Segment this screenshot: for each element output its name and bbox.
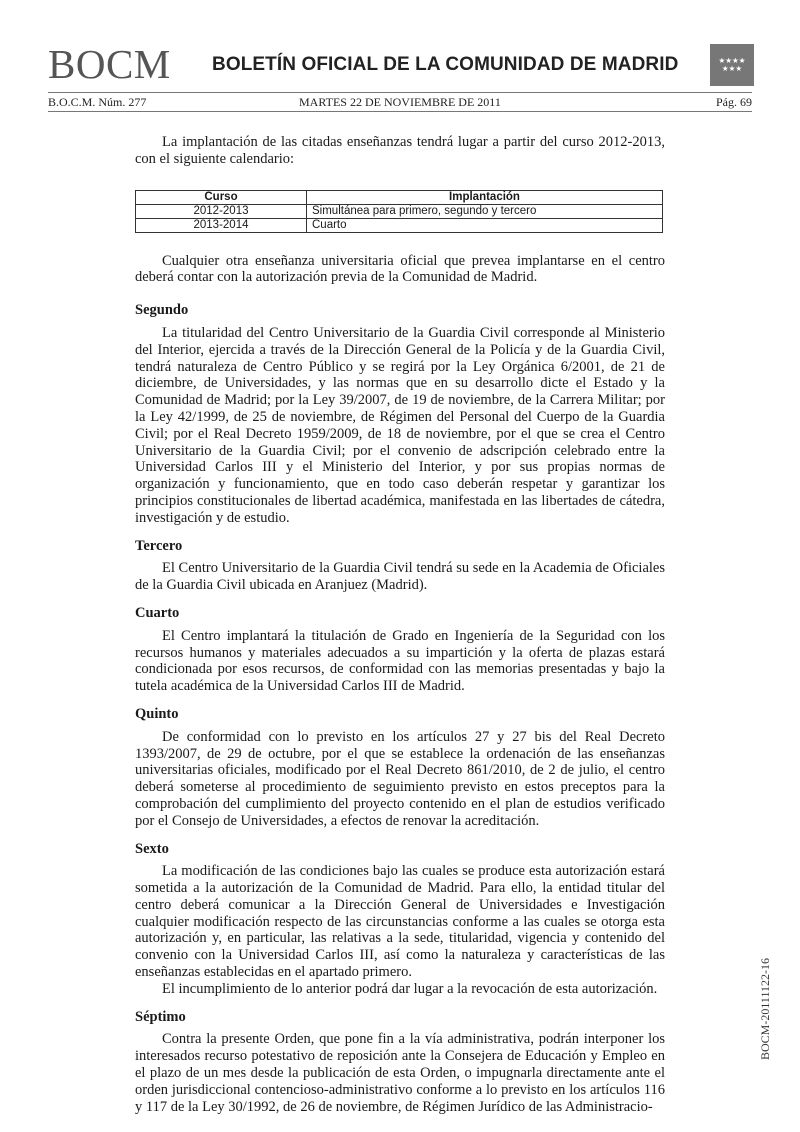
header-rule-top: [48, 92, 752, 93]
publication-title: BOLETÍN OFICIAL DE LA COMUNIDAD DE MADRID: [212, 54, 679, 75]
issue-date: MARTES 22 DE NOVIEMBRE DE 2011: [299, 95, 501, 109]
table-cell-implantacion: Simultánea para primero, segundo y tercero: [307, 204, 663, 218]
intro-paragraph: La implantación de las citadas enseñanzas tendrá lugar a partir del curso 2012-2013, con el siguiente calendario:: [135, 134, 665, 167]
table-cell-curso: 2013-2014: [136, 218, 307, 232]
section-heading: Sexto: [135, 840, 169, 857]
column-header-curso: Curso: [136, 190, 307, 204]
section-heading: Segundo: [135, 302, 189, 319]
section-paragraph: El Centro Universitario de la Guardia Civil tendrá su sede en la Academia de Oficiales de la Guardia Civil ubicada en Aranjuez (Madrid).: [135, 560, 665, 594]
table-row: [136, 218, 663, 232]
page-number: Pág. 69: [716, 95, 752, 109]
section-paragraph: De conformidad con lo previsto en los artículos 27 y 27 bis del Real Decreto 1393/2007, de 29 de octubre, por el que se establece la ordenación de las enseñanzas universitarias oficiales, modificado por el Real Decreto 861/2010, de 2 de julio, el centro deberá someterse al procedimiento de seguimiento previsto en estos preceptos para la comprobación del cumplimiento del proyecto contenido en el plan de estudios verificado por el Consejo de Universidades, a efectos de renovar la acreditación.: [135, 728, 665, 829]
section-septimo: [135, 1009, 665, 1116]
section-heading: Séptimo: [135, 1008, 186, 1025]
after-table-paragraph: Cualquier otra enseñanza universitaria oficial que prevea implantarse en el centro deberá contar con la autorización previa de la Comunidad de Madrid.: [135, 252, 665, 286]
implementation-calendar-table: [135, 190, 663, 233]
header-rule-bottom: [48, 111, 752, 112]
section-paragraph: El incumplimiento de lo anterior podrá dar lugar a la revocación de esta autorización.: [162, 980, 658, 997]
section-heading: Tercero: [135, 537, 183, 554]
flag-stars-row-2: ★★★: [721, 64, 743, 73]
section-paragraph: La titularidad del Centro Universitario de la Guardia Civil corresponde al Ministerio del Interior, ejercida a través de la Dirección General de la Policía y de la Guardia Civil, tendrá naturaleza de Centro Público y se regirá por la Ley Orgánica 6/2001, de 21 de diciembre, de Universidades, y las normas que en su desarrollo dicte el Estado y la Comunidad de Madrid; por la Ley 39/2007, de 19 de noviembre, de la Carrera Militar; por la Ley 42/1999, de 25 de noviembre, de Régimen del Personal del Cuerpo de la Guardia Civil; por el Real Decreto 1959/2009, de 18 de noviembre, por el que se crea el Centro Universitario de la Guardia Civil; por el convenio de adscripción celebrado entre la Universidad Carlos III y el Ministerio del Interior, y por sus propias normas de organización y funcionamiento, que en todo caso deberán respetar y garantizar los principios constitucionales de libertad académica, manifestada en las libertades de cátedra, investigación y de estudio.: [135, 324, 665, 526]
section-tercero: [135, 538, 665, 594]
section-segundo: [135, 302, 665, 526]
bocm-logo: BOCM: [48, 41, 171, 87]
document-body: [135, 134, 665, 1126]
table-row: [136, 204, 663, 218]
section-paragraph: La modificación de las condiciones bajo las cuales se produce esta autorización estará sometida a la autorización de la Comunidad de Madrid. Para ello, la entidad titular del centro deberá comunicar a la Dirección General de Universidades e Investigación cualquier modificación respecto de las circunstancias conforme a las cuales se otorga esta autorización y, en particular, las relativas a la sede, titularidad, vigencia y contenido del convenio con la Universidad Carlos III, así como la naturaleza y características de las enseñanzas establecidas en el apartado primero.: [135, 863, 665, 981]
column-header-implantacion: Implantación: [307, 190, 663, 204]
flag-stars-row-1: ★★★★: [718, 56, 746, 65]
section-paragraph: El Centro implantará la titulación de Grado en Ingeniería de la Seguridad con los recursos humanos y materiales adecuados a su impartición y la oferta de plazas estará condicionada por esos recursos, de conformidad con las memorias presentadas y bajo la tutela académica de la Universidad Carlos III de Madrid.: [135, 627, 665, 695]
section-quinto: [135, 706, 665, 830]
section-heading: Quinto: [135, 705, 179, 722]
table-cell-curso: 2012-2013: [136, 204, 307, 218]
section-cuarto: [135, 605, 665, 695]
section-sexto: [135, 841, 665, 998]
section-heading: Cuarto: [135, 604, 180, 621]
table-cell-implantacion: Cuarto: [307, 218, 663, 232]
issue-number: B.O.C.M. Núm. 277: [48, 95, 147, 109]
madrid-flag-icon: [710, 44, 754, 86]
section-paragraph: Contra la presente Orden, que pone fin a la vía administrativa, podrán interponer los interesados recurso potestativo de reposición ante la Consejera de Educación y Empleo en el plazo de un mes desde la publicación de esta Orden, o impugnarla directamente ante el orden jurisdiccional contencioso-administrativo conforme a lo previsto en los artículos 116 y 117 de la Ley 30/1992, de 26 de noviembre, de Régimen Jurídico de las Administracio-: [135, 1031, 665, 1115]
document-code-vertical: BOCM-20111122-16: [758, 958, 772, 1060]
table-header-row: [136, 190, 663, 204]
